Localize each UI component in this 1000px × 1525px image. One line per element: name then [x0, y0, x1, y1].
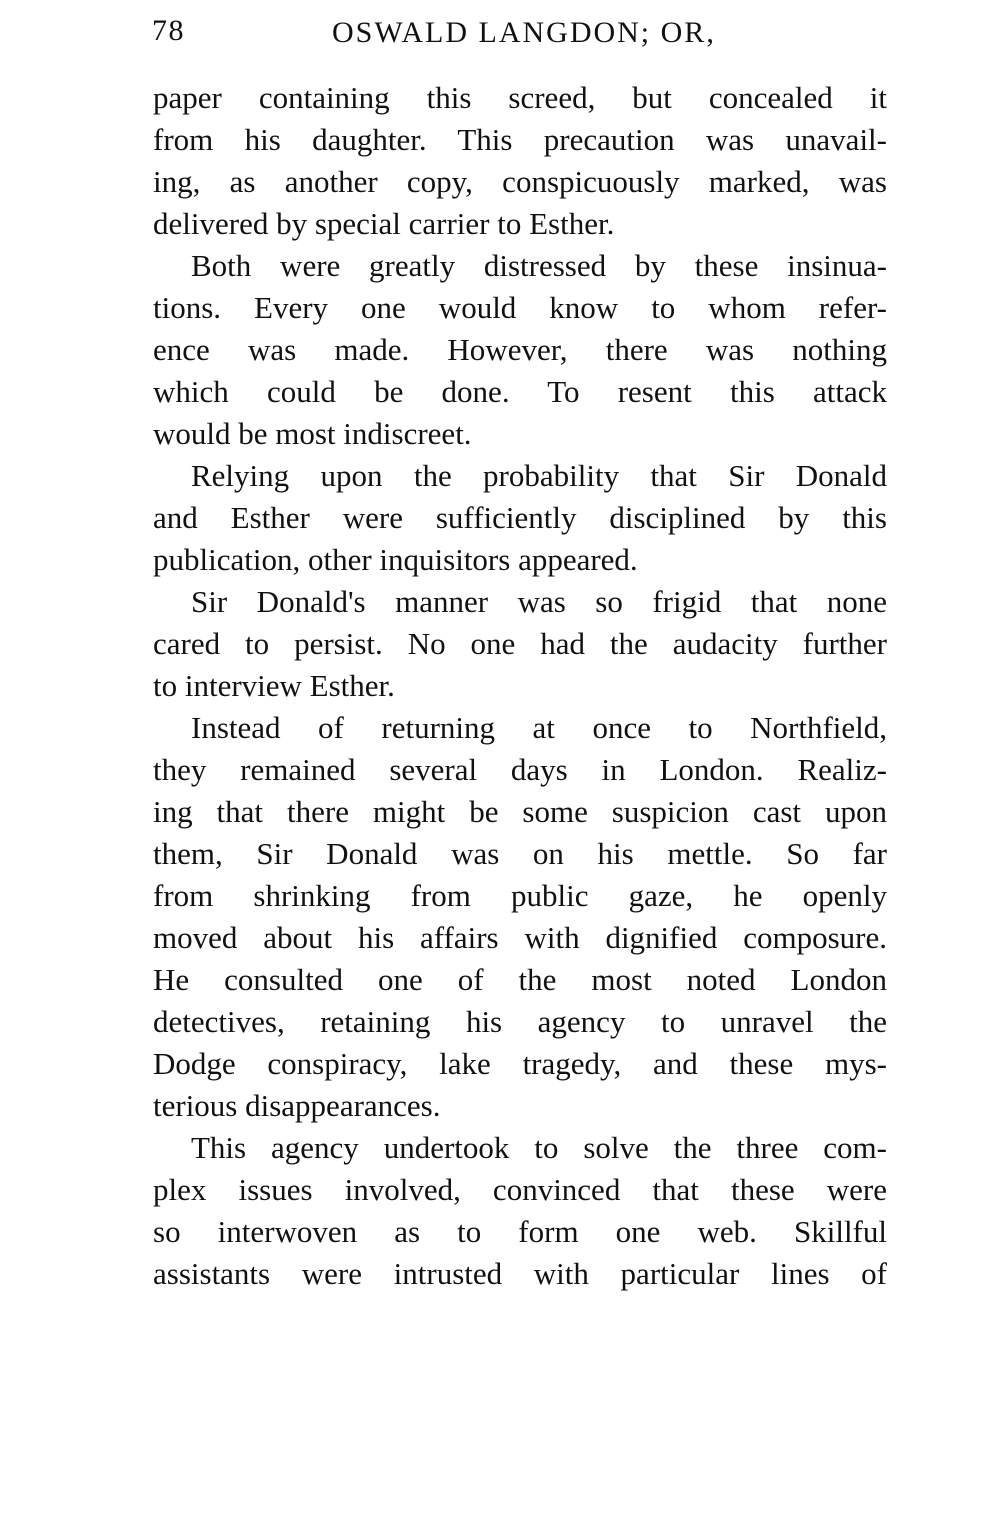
page-number: 78	[152, 14, 185, 47]
text-line: from shrinking from public gaze, he openly	[153, 878, 887, 913]
text-line: paper containing this screed, but concealed it	[153, 80, 887, 115]
text-line: Instead of returning at once to Northfield,	[191, 710, 887, 745]
text-line: they remained several days in London. Realiz-	[153, 752, 887, 787]
text-line: which could be done. To resent this attack	[153, 374, 887, 409]
text-line: ence was made. However, there was nothing	[153, 332, 887, 367]
text-line: Both were greatly distressed by these insinua-	[191, 248, 887, 283]
text-line: ing that there might be some suspicion cast upon	[153, 794, 887, 829]
text-line: would be most indiscreet.	[153, 416, 472, 451]
text-line: Sir Donald's manner was so frigid that none	[191, 584, 887, 619]
text-line: from his daughter. This precaution was unavail-	[153, 122, 887, 157]
text-line: delivered by special carrier to Esther.	[153, 206, 615, 241]
text-line: them, Sir Donald was on his mettle. So far	[153, 836, 887, 871]
text-line: publication, other inquisitors appeared.	[153, 542, 638, 577]
text-line: and Esther were sufficiently disciplined by this	[153, 500, 887, 535]
text-line: This agency undertook to solve the three com-	[191, 1130, 887, 1165]
text-line: detectives, retaining his agency to unravel the	[153, 1004, 887, 1039]
text-line: plex issues involved, convinced that these were	[153, 1172, 887, 1207]
text-line: terious disappearances.	[153, 1088, 441, 1123]
text-line: tions. Every one would know to whom refer-	[153, 290, 887, 325]
text-line: moved about his affairs with dignified composure.	[153, 920, 887, 955]
text-line: Relying upon the probability that Sir Donald	[191, 458, 887, 493]
text-line: ing, as another copy, conspicuously marked, was	[153, 164, 887, 199]
text-line: so interwoven as to form one web. Skillful	[153, 1214, 887, 1249]
text-line: cared to persist. No one had the audacity further	[153, 626, 887, 661]
text-line: Dodge conspiracy, lake tragedy, and these mys-	[153, 1046, 887, 1081]
text-line: to interview Esther.	[153, 668, 395, 703]
text-line: assistants were intrusted with particular lines of	[153, 1256, 887, 1291]
text-line: He consulted one of the most noted London	[153, 962, 887, 997]
running-title: OSWALD LANGDON; OR,	[332, 16, 716, 49]
body-text	[153, 77, 887, 1295]
running-head	[152, 14, 886, 58]
